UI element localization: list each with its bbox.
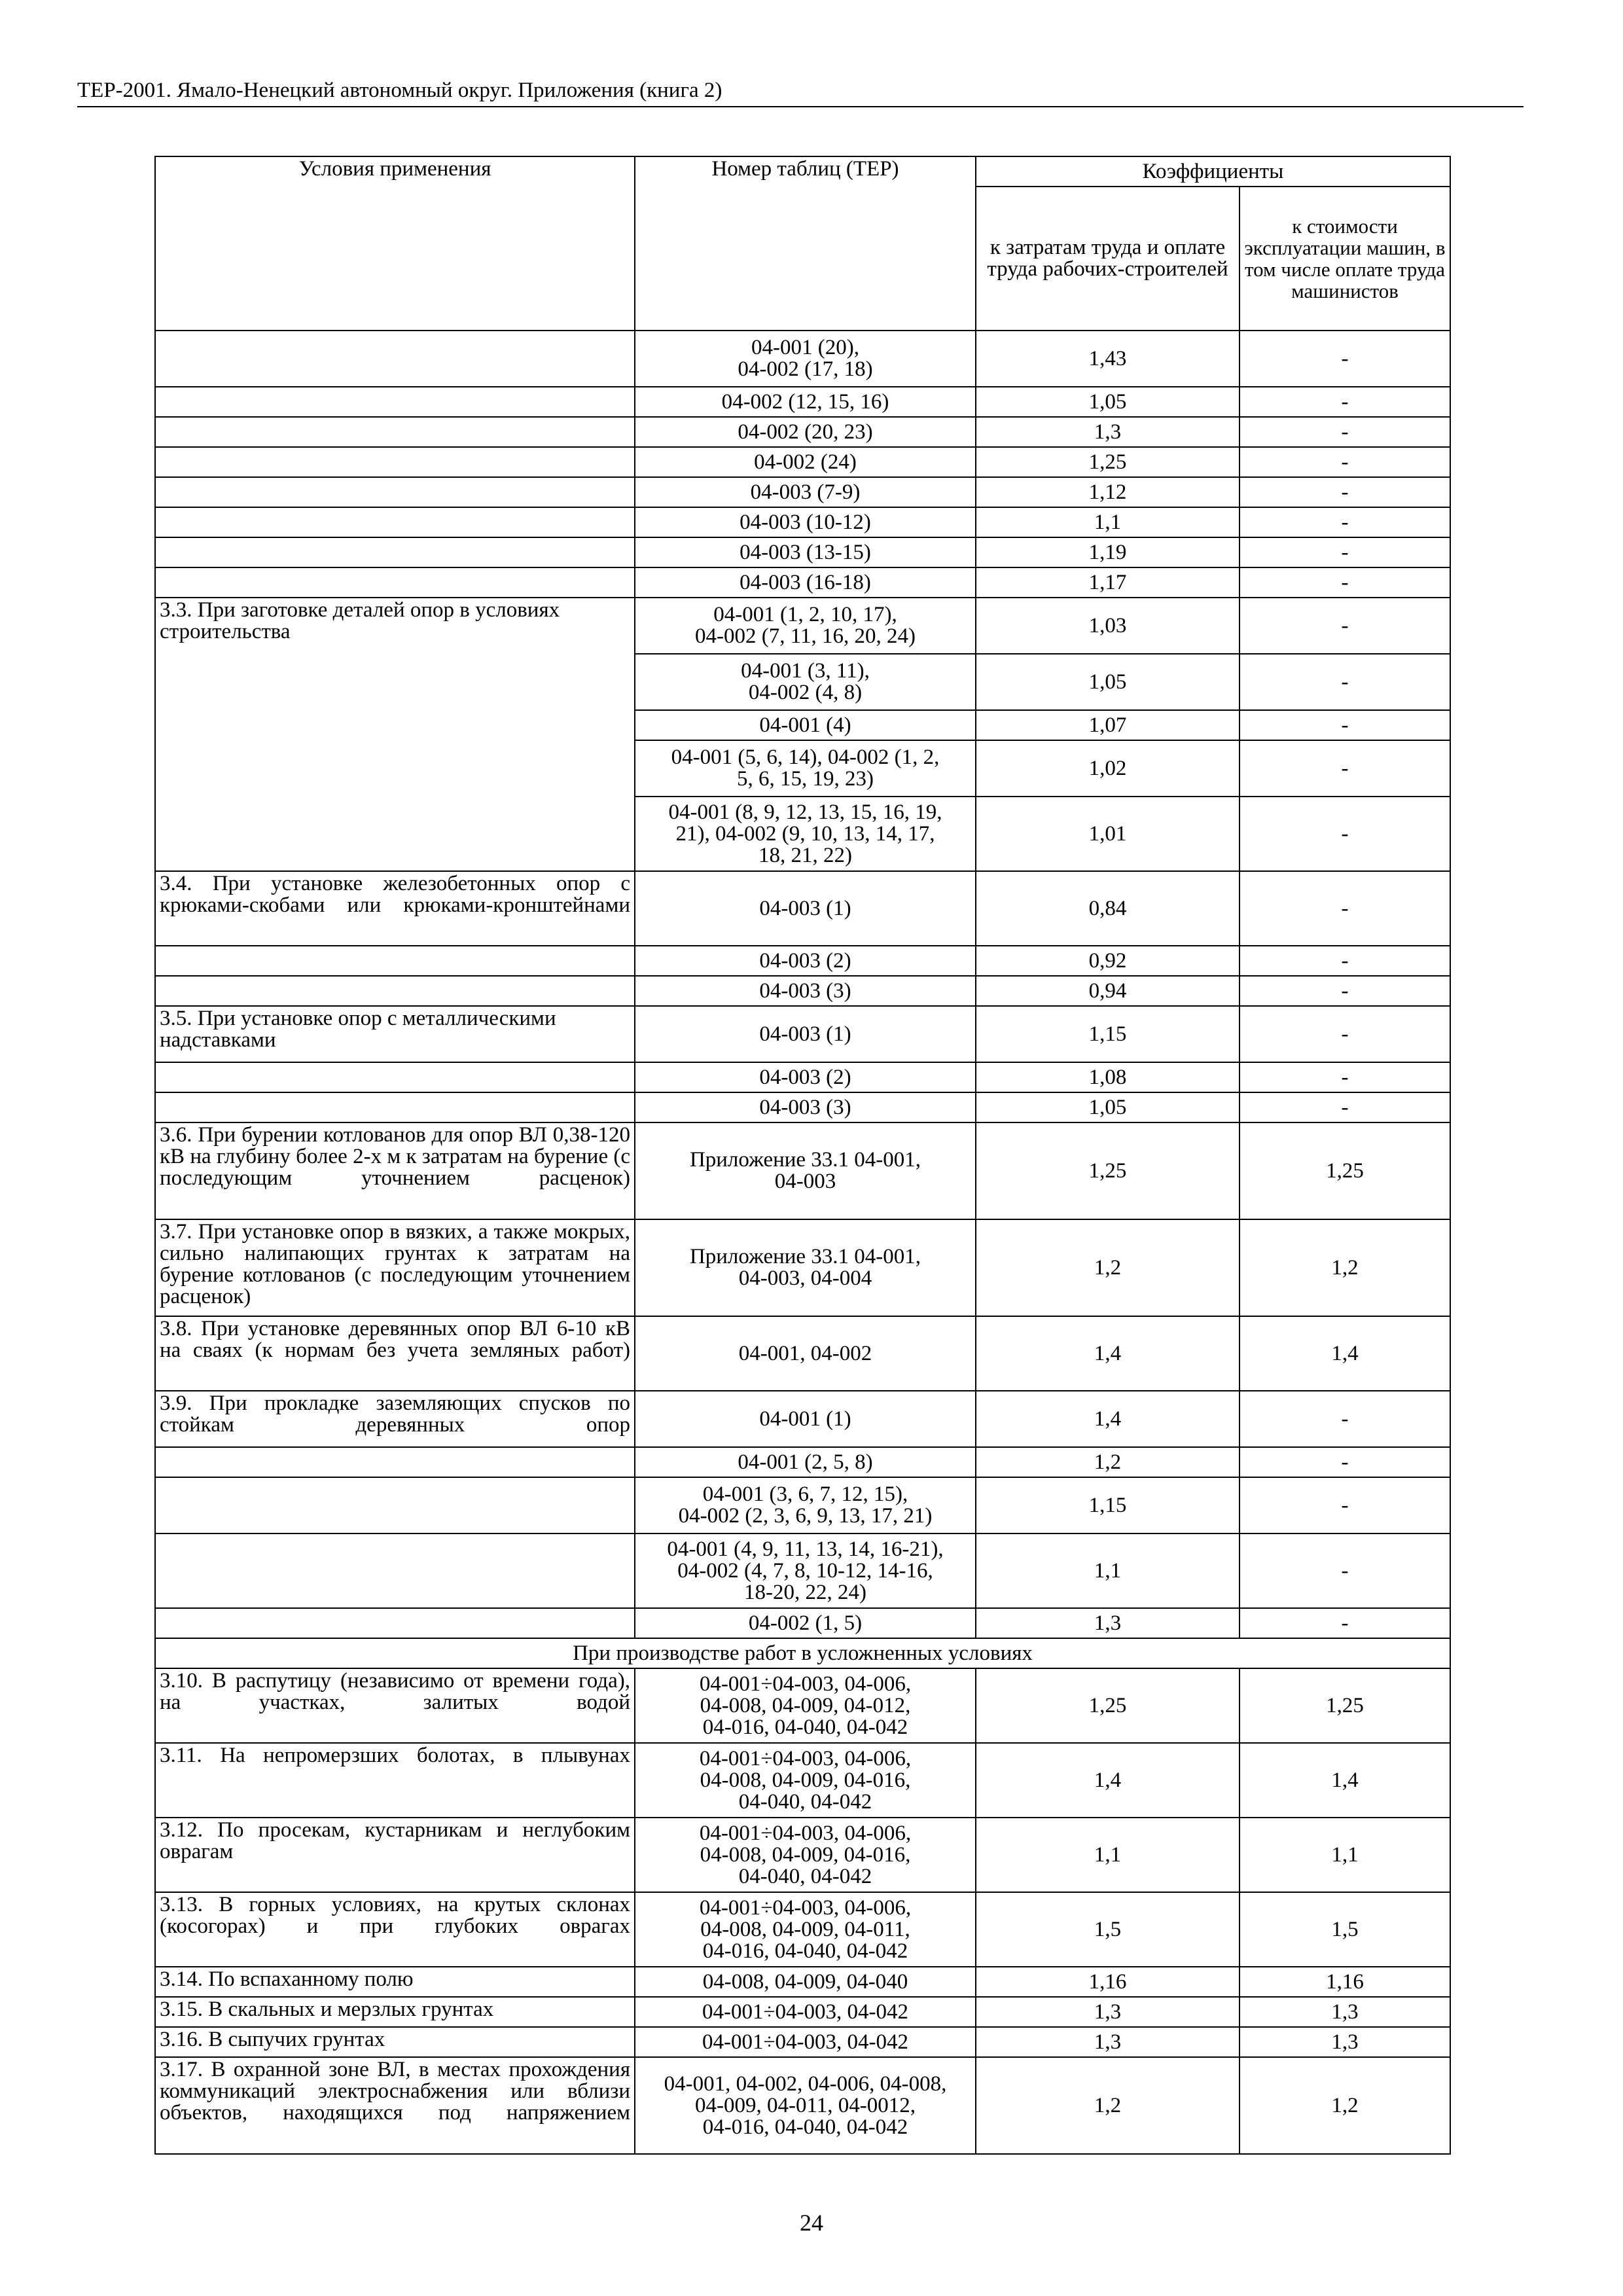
- machines-coefficient-cell: -: [1240, 740, 1450, 797]
- condition-cell: 3.13. В горных условиях, на крутых склонах (косогорах) и при глубоких оврагах: [155, 1892, 635, 1967]
- section-heading-row: [155, 1638, 1450, 1668]
- labor-coefficient-cell: 1,25: [976, 1668, 1240, 1743]
- table-row: [155, 871, 1450, 946]
- condition-cell: 3.5. При установке опор с металлическими надставками: [155, 1006, 635, 1062]
- labor-coefficient-cell: 1,5: [976, 1892, 1240, 1967]
- table-row: [155, 2027, 1450, 2057]
- table-row: [155, 537, 1450, 567]
- labor-coefficient-cell: 1,1: [976, 1534, 1240, 1608]
- table-row: [155, 1967, 1450, 1997]
- table-numbers-cell: 04-002 (12, 15, 16): [635, 387, 976, 417]
- machines-coefficient-cell: 1,2: [1240, 2057, 1450, 2154]
- machines-coefficient-cell: -: [1240, 598, 1450, 654]
- table-row: [155, 417, 1450, 447]
- machines-coefficient-cell: -: [1240, 417, 1450, 447]
- table-numbers-cell: Приложение 33.1 04-001, 04-003: [635, 1122, 976, 1219]
- table-numbers-cell: 04-003 (2): [635, 1062, 976, 1092]
- labor-coefficient-cell: 1,2: [976, 1447, 1240, 1477]
- table-row: [155, 447, 1450, 477]
- machines-coefficient-cell: -: [1240, 797, 1450, 871]
- table-row: [155, 477, 1450, 507]
- labor-coefficient-cell: 1,25: [976, 1122, 1240, 1219]
- table-header-row: [155, 156, 1450, 187]
- condition-cell: [155, 477, 635, 507]
- condition-cell: 3.9. При прокладке заземляющих спусков по стойкам деревянных опор: [155, 1391, 635, 1447]
- table-numbers-cell: 04-001÷04-003, 04-006, 04-008, 04-009, 04-012, 04-016, 04-040, 04-042: [635, 1668, 976, 1743]
- table-numbers-cell: 04-003 (2): [635, 946, 976, 976]
- labor-coefficient-cell: 1,15: [976, 1477, 1240, 1534]
- labor-coefficient-cell: 0,84: [976, 871, 1240, 946]
- labor-coefficient-cell: 1,17: [976, 567, 1240, 598]
- condition-cell: 3.3. При заготовке деталей опор в условиях строительства: [155, 598, 635, 871]
- header-labor-coefficient: к затратам труда и оплате труда рабочих-строителей: [976, 187, 1240, 331]
- table-numbers-cell: 04-001, 04-002: [635, 1316, 976, 1391]
- condition-cell: 3.11. На непромерзших болотах, в плывунах: [155, 1743, 635, 1818]
- table-row: [155, 387, 1450, 417]
- labor-coefficient-cell: 1,02: [976, 740, 1240, 797]
- machines-coefficient-cell: -: [1240, 976, 1450, 1006]
- labor-coefficient-cell: 1,15: [976, 1006, 1240, 1062]
- labor-coefficient-cell: 1,1: [976, 507, 1240, 537]
- table-numbers-cell: 04-001÷04-003, 04-006, 04-008, 04-009, 04-016, 04-040, 04-042: [635, 1818, 976, 1892]
- machines-coefficient-cell: -: [1240, 447, 1450, 477]
- table-numbers-cell: 04-003 (1): [635, 1006, 976, 1062]
- page-number: 24: [800, 2210, 823, 2236]
- machines-coefficient-cell: -: [1240, 477, 1450, 507]
- condition-cell: 3.14. По вспаханному полю: [155, 1967, 635, 1997]
- condition-cell: [155, 537, 635, 567]
- machines-coefficient-cell: 1,3: [1240, 1997, 1450, 2027]
- table-row: [155, 1316, 1450, 1391]
- table-numbers-cell: 04-001 (8, 9, 12, 13, 15, 16, 19, 21), 04-002 (9, 10, 13, 14, 17, 18, 21, 22): [635, 797, 976, 871]
- labor-coefficient-cell: 1,4: [976, 1316, 1240, 1391]
- table-numbers-cell: 04-001 (3, 11), 04-002 (4, 8): [635, 654, 976, 710]
- table-numbers-cell: 04-003 (3): [635, 1092, 976, 1122]
- labor-coefficient-cell: 1,2: [976, 2057, 1240, 2154]
- machines-coefficient-cell: -: [1240, 654, 1450, 710]
- header-coefficients: Коэффициенты: [976, 156, 1450, 187]
- table-row: [155, 1092, 1450, 1122]
- table-numbers-cell: 04-001÷04-003, 04-042: [635, 1997, 976, 2027]
- machines-coefficient-cell: -: [1240, 331, 1450, 387]
- table-row: [155, 1534, 1450, 1608]
- labor-coefficient-cell: 1,19: [976, 537, 1240, 567]
- labor-coefficient-cell: 1,05: [976, 654, 1240, 710]
- labor-coefficient-cell: 1,3: [976, 1997, 1240, 2027]
- table-row: [155, 976, 1450, 1006]
- header-conditions: Условия применения: [155, 156, 635, 331]
- labor-coefficient-cell: 1,05: [976, 1092, 1240, 1122]
- labor-coefficient-cell: 1,4: [976, 1743, 1240, 1818]
- condition-cell: [155, 976, 635, 1006]
- machines-coefficient-cell: -: [1240, 1477, 1450, 1534]
- header-machines-coefficient: к стоимости эксплуатации машин, в том числе оплате труда машинистов: [1240, 187, 1450, 331]
- condition-cell: 3.12. По просекам, кустарникам и неглубоким оврагам: [155, 1818, 635, 1892]
- table-numbers-cell: 04-003 (3): [635, 976, 976, 1006]
- table-row: [155, 1219, 1450, 1316]
- machines-coefficient-cell: -: [1240, 1006, 1450, 1062]
- table-numbers-cell: 04-008, 04-009, 04-040: [635, 1967, 976, 1997]
- table-row: [155, 1391, 1450, 1447]
- machines-coefficient-cell: -: [1240, 567, 1450, 598]
- condition-cell: [155, 1447, 635, 1477]
- table-row: [155, 1477, 1450, 1534]
- machines-coefficient-cell: -: [1240, 1092, 1450, 1122]
- machines-coefficient-cell: 1,4: [1240, 1743, 1450, 1818]
- table-numbers-cell: 04-001÷04-003, 04-006, 04-008, 04-009, 04-016, 04-040, 04-042: [635, 1743, 976, 1818]
- section-heading: При производстве работ в усложненных условиях: [155, 1638, 1450, 1668]
- labor-coefficient-cell: 1,3: [976, 2027, 1240, 2057]
- condition-cell: 3.8. При установке деревянных опор ВЛ 6-10 кВ на сваях (к нормам без учета земляных работ): [155, 1316, 635, 1391]
- table-numbers-cell: 04-001 (20), 04-002 (17, 18): [635, 331, 976, 387]
- labor-coefficient-cell: 1,2: [976, 1219, 1240, 1316]
- labor-coefficient-cell: 1,3: [976, 417, 1240, 447]
- machines-coefficient-cell: -: [1240, 507, 1450, 537]
- table-row: [155, 1892, 1450, 1967]
- machines-coefficient-cell: 1,5: [1240, 1892, 1450, 1967]
- table-row: [155, 1668, 1450, 1743]
- table-row: [155, 2057, 1450, 2154]
- table-numbers-cell: 04-001÷04-003, 04-042: [635, 2027, 976, 2057]
- table-numbers-cell: Приложение 33.1 04-001, 04-003, 04-004: [635, 1219, 976, 1316]
- table-numbers-cell: 04-001, 04-002, 04-006, 04-008, 04-009, 04-011, 04-0012, 04-016, 04-040, 04-042: [635, 2057, 976, 2154]
- labor-coefficient-cell: 1,03: [976, 598, 1240, 654]
- table-numbers-cell: 04-003 (13-15): [635, 537, 976, 567]
- coefficients-table: [154, 156, 1451, 2155]
- condition-cell: 3.17. В охранной зоне ВЛ, в местах прохождения коммуникаций электроснабжения или вблизи объектов, находящихся под напряжением: [155, 2057, 635, 2154]
- machines-coefficient-cell: 1,16: [1240, 1967, 1450, 1997]
- machines-coefficient-cell: -: [1240, 537, 1450, 567]
- condition-cell: [155, 1608, 635, 1638]
- table-numbers-cell: 04-001 (4): [635, 710, 976, 740]
- condition-cell: 3.4. При установке железобетонных опор с крюками-скобами или крюками-кронштейнами: [155, 871, 635, 946]
- table-numbers-cell: 04-001 (5, 6, 14), 04-002 (1, 2, 5, 6, 15, 19, 23): [635, 740, 976, 797]
- condition-cell: [155, 417, 635, 447]
- machines-coefficient-cell: -: [1240, 1062, 1450, 1092]
- table-row: [155, 598, 1450, 654]
- table-numbers-cell: 04-003 (1): [635, 871, 976, 946]
- table-row: [155, 331, 1450, 387]
- labor-coefficient-cell: 1,4: [976, 1391, 1240, 1447]
- table-body: [155, 156, 1450, 2154]
- machines-coefficient-cell: -: [1240, 1391, 1450, 1447]
- labor-coefficient-cell: 0,92: [976, 946, 1240, 976]
- machines-coefficient-cell: 1,25: [1240, 1122, 1450, 1219]
- table-row: [155, 1818, 1450, 1892]
- condition-cell: [155, 1062, 635, 1092]
- machines-coefficient-cell: -: [1240, 946, 1450, 976]
- condition-cell: 3.10. В распутицу (независимо от времени года), на участках, залитых водой: [155, 1668, 635, 1743]
- condition-cell: [155, 507, 635, 537]
- labor-coefficient-cell: 1,1: [976, 1818, 1240, 1892]
- condition-cell: 3.15. В скальных и мерзлых грунтах: [155, 1997, 635, 2027]
- table-numbers-cell: 04-001 (3, 6, 7, 12, 15), 04-002 (2, 3, 6, 9, 13, 17, 21): [635, 1477, 976, 1534]
- table-row: [155, 1997, 1450, 2027]
- labor-coefficient-cell: 1,07: [976, 710, 1240, 740]
- table-numbers-cell: 04-003 (7-9): [635, 477, 976, 507]
- header-table-numbers: Номер таблиц (ТЕР): [635, 156, 976, 331]
- machines-coefficient-cell: -: [1240, 1534, 1450, 1608]
- condition-cell: [155, 1534, 635, 1608]
- machines-coefficient-cell: -: [1240, 1447, 1450, 1477]
- table-numbers-cell: 04-001 (1): [635, 1391, 976, 1447]
- table-row: [155, 1122, 1450, 1219]
- table-row: [155, 1447, 1450, 1477]
- machines-coefficient-cell: -: [1240, 710, 1450, 740]
- labor-coefficient-cell: 1,3: [976, 1608, 1240, 1638]
- condition-cell: [155, 447, 635, 477]
- machines-coefficient-cell: -: [1240, 387, 1450, 417]
- table-row: [155, 1006, 1450, 1062]
- table-numbers-cell: 04-003 (10-12): [635, 507, 976, 537]
- labor-coefficient-cell: 1,01: [976, 797, 1240, 871]
- labor-coefficient-cell: 0,94: [976, 976, 1240, 1006]
- condition-cell: [155, 1477, 635, 1534]
- labor-coefficient-cell: 1,16: [976, 1967, 1240, 1997]
- table-row: [155, 946, 1450, 976]
- table-row: [155, 1743, 1450, 1818]
- condition-cell: 3.7. При установке опор в вязких, а также мокрых, сильно налипающих грунтах к затратам на бурение котлованов (с последующим уточнением расценок): [155, 1219, 635, 1316]
- table-row: [155, 1062, 1450, 1092]
- table-row: [155, 567, 1450, 598]
- table-numbers-cell: 04-002 (20, 23): [635, 417, 976, 447]
- condition-cell: [155, 1092, 635, 1122]
- condition-cell: 3.6. При бурении котлованов для опор ВЛ 0,38-120 кВ на глубину более 2-х м к затратам на бурение (с последующим уточнением расценок): [155, 1122, 635, 1219]
- table-numbers-cell: 04-001 (4, 9, 11, 13, 14, 16-21), 04-002 (4, 7, 8, 10-12, 14-16, 18-20, 22, 24): [635, 1534, 976, 1608]
- table-numbers-cell: 04-001 (2, 5, 8): [635, 1447, 976, 1477]
- machines-coefficient-cell: 1,2: [1240, 1219, 1450, 1316]
- table-row: [155, 507, 1450, 537]
- table-numbers-cell: 04-001 (1, 2, 10, 17), 04-002 (7, 11, 16, 20, 24): [635, 598, 976, 654]
- condition-cell: [155, 946, 635, 976]
- machines-coefficient-cell: -: [1240, 1608, 1450, 1638]
- machines-coefficient-cell: 1,4: [1240, 1316, 1450, 1391]
- labor-coefficient-cell: 1,25: [976, 447, 1240, 477]
- table-numbers-cell: 04-001÷04-003, 04-006, 04-008, 04-009, 04-011, 04-016, 04-040, 04-042: [635, 1892, 976, 1967]
- table-row: [155, 1608, 1450, 1638]
- machines-coefficient-cell: -: [1240, 871, 1450, 946]
- labor-coefficient-cell: 1,12: [976, 477, 1240, 507]
- labor-coefficient-cell: 1,43: [976, 331, 1240, 387]
- labor-coefficient-cell: 1,05: [976, 387, 1240, 417]
- machines-coefficient-cell: 1,1: [1240, 1818, 1450, 1892]
- machines-coefficient-cell: 1,25: [1240, 1668, 1450, 1743]
- table-numbers-cell: 04-002 (1, 5): [635, 1608, 976, 1638]
- running-header: ТЕР-2001. Ямало-Ненецкий автономный округ. Приложения (книга 2): [77, 79, 722, 102]
- condition-cell: [155, 331, 635, 387]
- condition-cell: [155, 387, 635, 417]
- machines-coefficient-cell: 1,3: [1240, 2027, 1450, 2057]
- condition-cell: 3.16. В сыпучих грунтах: [155, 2027, 635, 2057]
- labor-coefficient-cell: 1,08: [976, 1062, 1240, 1092]
- table-numbers-cell: 04-003 (16-18): [635, 567, 976, 598]
- header-rule: [77, 106, 1524, 107]
- condition-cell: [155, 567, 635, 598]
- table-numbers-cell: 04-002 (24): [635, 447, 976, 477]
